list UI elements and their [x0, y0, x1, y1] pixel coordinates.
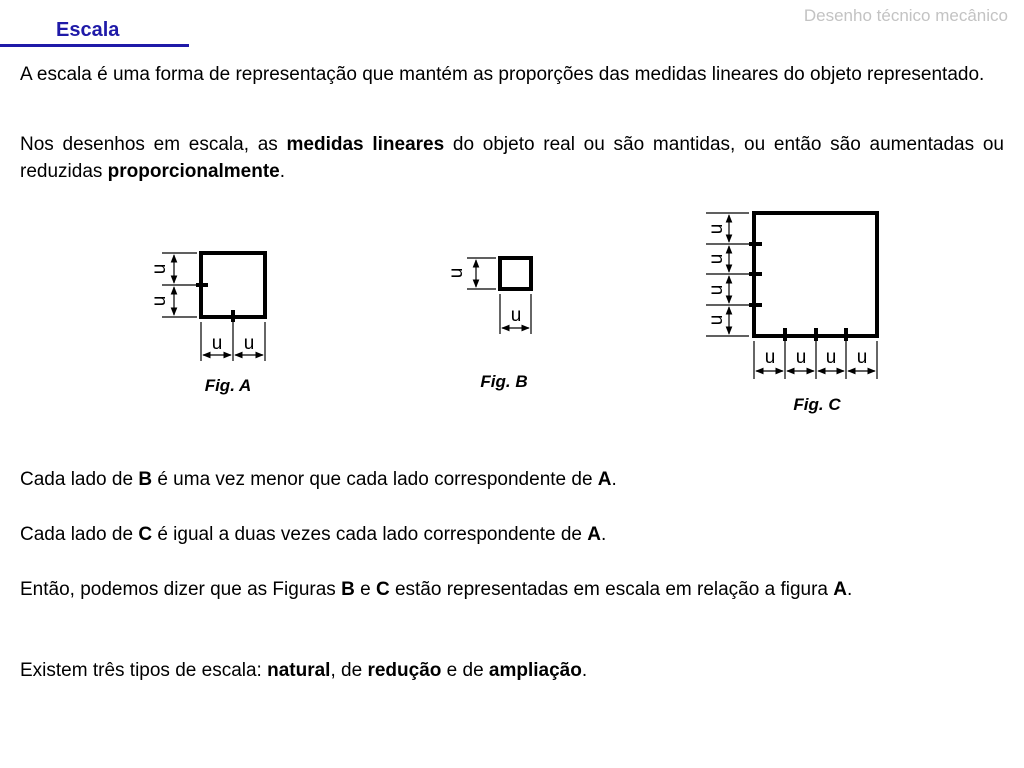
text: do objeto real ou são mantidas, ou então são aumentadas ou reduzidas: [20, 134, 1004, 182]
text: .: [611, 469, 617, 490]
square-c: [754, 213, 877, 336]
unit-label: u: [446, 267, 467, 279]
unit-label: u: [706, 314, 727, 326]
bold-term: A: [597, 469, 612, 490]
text: .: [279, 161, 286, 182]
figure-b-caption: Fig. B: [480, 372, 528, 391]
bold-term: redução: [367, 660, 442, 681]
text: e de: [441, 660, 489, 681]
bold-term: proporcionalmente: [107, 161, 280, 182]
figure-c-caption: Fig. C: [793, 395, 841, 414]
figure-b: [467, 258, 531, 334]
bold-term: A: [833, 579, 847, 600]
text: .: [846, 579, 853, 600]
statement-b-vs-a: [20, 466, 1004, 493]
bold-term: A: [587, 524, 601, 545]
section-title: Escala: [56, 19, 120, 41]
unit-label: u: [764, 347, 776, 368]
text: .: [581, 660, 588, 681]
unit-label: u: [149, 263, 170, 275]
statement-c-vs-a: [20, 521, 1004, 548]
figure-a-caption: Fig. A: [204, 376, 252, 395]
bold-term: B: [341, 579, 355, 600]
text: é igual a duas vezes cada lado correspondente de: [152, 524, 588, 545]
intro-paragraph: A escala é uma forma de representação que mantém as proporções das medidas lineares do objeto representado.: [20, 64, 985, 85]
bold-term: natural: [267, 660, 331, 681]
statement-scale-types: [20, 657, 1004, 684]
bold-term: C: [138, 524, 153, 545]
text: e: [354, 579, 376, 600]
unit-label: u: [706, 223, 727, 235]
text: Então, podemos dizer que as Figuras: [20, 579, 342, 600]
figure-c: [706, 213, 877, 379]
square-b: [500, 258, 531, 289]
text: Nos desenhos em escala, as: [20, 134, 287, 155]
text: estão representadas em escala em relação a figura: [389, 579, 834, 600]
square-a: [201, 253, 265, 317]
unit-label: u: [510, 305, 522, 326]
bold-term: ampliação: [488, 660, 582, 681]
text: Existem três tipos de escala:: [20, 660, 268, 681]
text: Cada lado de: [20, 469, 139, 490]
statement-conclusion: [20, 576, 1004, 603]
text: é uma vez menor que cada lado correspondente de: [152, 469, 598, 490]
bold-term: C: [375, 579, 390, 600]
text: .: [601, 524, 607, 545]
unit-label: u: [149, 295, 170, 307]
text: Cada lado de: [20, 524, 139, 545]
unit-label: u: [795, 347, 807, 368]
unit-label: u: [706, 284, 727, 296]
unit-label: u: [706, 253, 727, 265]
bold-term: B: [138, 469, 153, 490]
unit-label: u: [856, 347, 868, 368]
unit-label: u: [211, 333, 223, 354]
unit-label: u: [243, 333, 255, 354]
text: , de: [330, 660, 368, 681]
course-header: Desenho técnico mecânico: [803, 6, 1008, 25]
bold-term: medidas lineares: [286, 134, 445, 155]
unit-label: u: [825, 347, 837, 368]
